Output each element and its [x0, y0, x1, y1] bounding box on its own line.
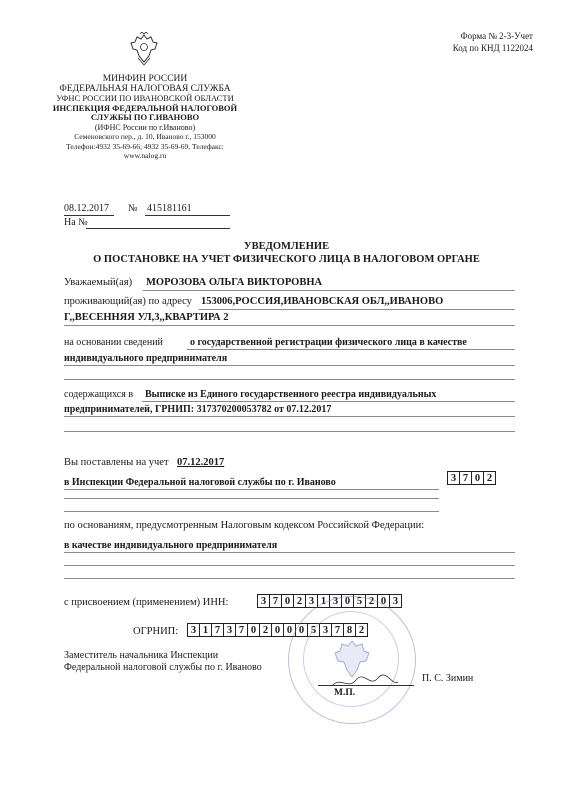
code-cell: 0 — [471, 471, 484, 485]
inn-cell: 0 — [281, 594, 294, 608]
signer-position-line-2: Федеральной налоговой службы по г. Иваново — [64, 662, 262, 673]
signer-position-line-1: Заместитель начальника Инспекции — [64, 650, 219, 661]
issuer-header — [40, 75, 250, 161]
ogrnip-cell: 7 — [211, 623, 224, 637]
grounds-label: по основаниям, предусмотренным Налоговым кодексом Российской Федерации: — [64, 520, 425, 531]
ref-na-label: На № — [64, 217, 88, 228]
person-name: МОРОЗОВА ОЛЬГА ВИКТОРОВНА — [146, 277, 323, 288]
grounds-value: в качестве индивидуального предпринимателя — [64, 540, 278, 551]
code-cell: 3 — [447, 471, 460, 485]
ogrnip-cell: 2 — [259, 623, 272, 637]
contained-line-2: предпринимателей, ГРНИП: 317370200053782 от 07.12.2017 — [64, 404, 332, 415]
registered-date: 07.12.2017 — [177, 457, 225, 468]
ref-date: 08.12.2017 — [64, 203, 109, 214]
document-title — [0, 240, 573, 266]
ogrnip-cell: 0 — [247, 623, 260, 637]
inn-cell: 2 — [365, 594, 378, 608]
signer-name: П. С. Зимин — [422, 673, 474, 684]
ogrnip-cell: 0 — [271, 623, 284, 637]
header-line-4: ИНСПЕКЦИЯ ФЕДЕРАЛЬНОЙ НАЛОГОВОЙ — [52, 102, 238, 113]
inn-cell: 1 — [317, 594, 330, 608]
ogrnip-label: ОГРНИП: — [133, 626, 179, 637]
signer-position — [64, 650, 262, 674]
inn-cell: 3 — [305, 594, 318, 608]
inn-cell: 2 — [293, 594, 306, 608]
header-line-3: УФНС РОССИИ ПО ИВАНОВСКОЙ ОБЛАСТИ — [56, 93, 234, 103]
inn-cell: 0 — [377, 594, 390, 608]
code-cell: 2 — [483, 471, 496, 485]
contained-label: содержащихся в — [64, 389, 134, 400]
header-line-2: ФЕДЕРАЛЬНАЯ НАЛОГОВАЯ СЛУЖБА — [59, 83, 231, 94]
inn-label: с присвоением (применением) ИНН: — [64, 597, 229, 608]
contained-line-1: Выписке из Единого государственного реестра индивидуальных — [145, 389, 437, 400]
ref-num-value: 415181161 — [147, 203, 192, 214]
ogrnip-cell: 7 — [235, 623, 248, 637]
address-line-2: Г,,ВЕСЕННЯЯ УЛ,3,,КВАРТИРА 2 — [64, 312, 229, 323]
form-number: Форма № 2-3-Учет — [460, 31, 533, 41]
ogrnip-cell: 5 — [307, 623, 320, 637]
code-cell: 7 — [459, 471, 472, 485]
form-info — [453, 30, 533, 54]
ogrnip-cell: 3 — [187, 623, 200, 637]
ref-num-label: № — [128, 203, 138, 214]
knd-code: Код по КНД 1122024 — [452, 43, 533, 53]
inn-cell: 5 — [353, 594, 366, 608]
basis-line-2: индивидуального предпринимателя — [64, 353, 228, 364]
inspection-code — [447, 471, 495, 485]
inn-cell: 0 — [341, 594, 354, 608]
title-line-2: О ПОСТАНОВКЕ НА УЧЕТ ФИЗИЧЕСКОГО ЛИЦА В НАЛОГОВОМ ОРГАНЕ — [93, 254, 480, 265]
inn-cell: 7 — [269, 594, 282, 608]
header-line-5: СЛУЖБЫ ПО Г.ИВАНОВО — [90, 112, 200, 122]
address-label: проживающий(ая) по адресу — [64, 296, 192, 307]
greeting-label: Уважаемый(ая) — [64, 277, 133, 288]
header-line-8: Телефон:4932 35-69-66; 4932 35-69-69, Телефакс: — [66, 141, 224, 151]
ogrnip-cell: 2 — [355, 623, 368, 637]
ogrnip-cell: 0 — [283, 623, 296, 637]
ogrnip-cell: 0 — [295, 623, 308, 637]
inn-cell: 3 — [329, 594, 342, 608]
header-line-9: www.nalog.ru — [123, 151, 167, 160]
basis-line-1: о государственной регистрации физического лица в качестве — [190, 337, 467, 348]
header-line-7: Семеновского пер., д. 10, Иваново г., 153000 — [74, 132, 216, 141]
basis-label: на основании сведений — [64, 337, 163, 348]
ogrnip-cell: 1 — [199, 623, 212, 637]
header-line-6: (ИФНС России по г.Иваново) — [94, 122, 196, 132]
ogrnip-cell: 7 — [331, 623, 344, 637]
ogrnip-cell: 3 — [319, 623, 332, 637]
official-stamp — [288, 596, 416, 724]
emblem-icon — [129, 32, 159, 66]
inspection-name: в Инспекции Федеральной налоговой службы по г. Иваново — [64, 477, 336, 488]
registered-label: Вы поставлены на учет — [64, 457, 169, 468]
address-line-1: 153006,РОССИЯ,ИВАНОВСКАЯ ОБЛ,,ИВАНОВО — [201, 296, 444, 307]
ogrnip-cell: 8 — [343, 623, 356, 637]
header-line-1: МИНФИН РОССИИ — [102, 74, 188, 84]
inn-cell: 3 — [389, 594, 402, 608]
ogrnip-cell: 3 — [223, 623, 236, 637]
title-line-1: УВЕДОМЛЕНИЕ — [243, 241, 330, 252]
mp-label: М.П. — [334, 688, 356, 698]
inn-cell: 3 — [257, 594, 270, 608]
